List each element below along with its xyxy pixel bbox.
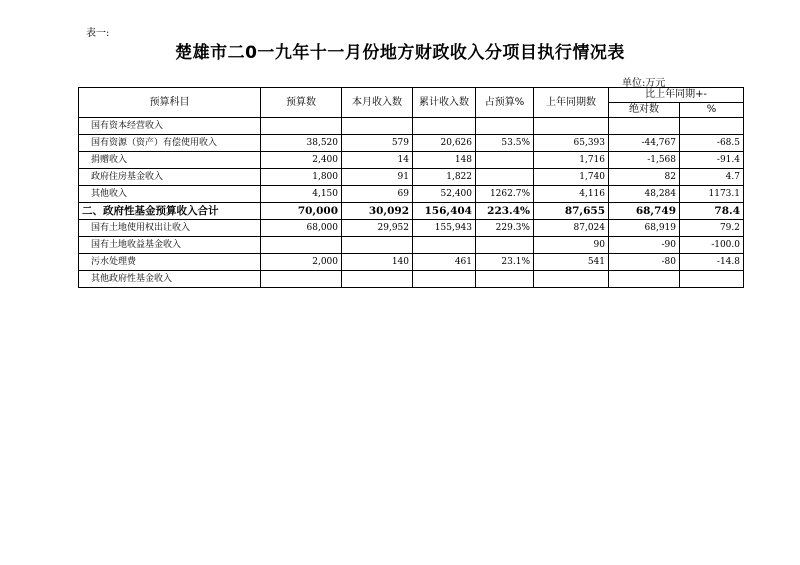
header-budget-pct: 占预算%	[476, 88, 534, 118]
table-row	[79, 271, 744, 288]
row-cell-abs: 68,919	[609, 220, 680, 237]
row-cell-budget: 4,150	[261, 186, 342, 203]
header-budget: 预算数	[261, 88, 342, 118]
row-cell-rate: 79.2	[680, 220, 744, 237]
row-cell-cumulative	[413, 271, 476, 288]
table-label: 表一:	[86, 28, 110, 39]
row-cell-abs: -1,568	[609, 152, 680, 169]
header-percent: %	[680, 103, 744, 118]
row-cell-rate: -100.0	[680, 237, 744, 254]
row-subject: 国有土地使用权出让收入	[79, 220, 261, 237]
row-subject: 捐赠收入	[79, 152, 261, 169]
row-cell-cumulative	[413, 118, 476, 135]
row-cell-pct: 229.3%	[476, 220, 534, 237]
row-cell-last-year: 1,740	[534, 169, 609, 186]
row-cell-pct: 1262.7%	[476, 186, 534, 203]
row-cell-month: 140	[342, 254, 413, 271]
row-cell-pct	[476, 118, 534, 135]
row-cell-pct	[476, 169, 534, 186]
row-cell-abs	[609, 271, 680, 288]
row-cell-abs: -44,767	[609, 135, 680, 152]
row-cell-rate: 4.7	[680, 169, 744, 186]
row-cell-abs: 82	[609, 169, 680, 186]
row-cell-abs: -80	[609, 254, 680, 271]
row-cell-budget	[261, 271, 342, 288]
row-cell-last-year: 87,655	[534, 203, 609, 220]
row-cell-rate	[680, 271, 744, 288]
row-cell-last-year: 4,116	[534, 186, 609, 203]
row-cell-budget: 2,000	[261, 254, 342, 271]
row-cell-cumulative: 461	[413, 254, 476, 271]
row-cell-cumulative: 156,404	[413, 203, 476, 220]
row-cell-last-year: 65,393	[534, 135, 609, 152]
row-cell-month: 69	[342, 186, 413, 203]
table-row	[79, 118, 744, 135]
header-month-income: 本月收入数	[342, 88, 413, 118]
row-subject: 政府住房基金收入	[79, 169, 261, 186]
row-cell-cumulative: 155,943	[413, 220, 476, 237]
row-cell-budget: 38,520	[261, 135, 342, 152]
row-cell-last-year	[534, 271, 609, 288]
row-cell-abs: -90	[609, 237, 680, 254]
page-title: 楚雄市二0一九年十一月份地方财政收入分项目执行情况表	[175, 43, 625, 63]
row-cell-cumulative: 20,626	[413, 135, 476, 152]
row-cell-budget: 68,000	[261, 220, 342, 237]
row-cell-last-year: 90	[534, 237, 609, 254]
row-cell-budget	[261, 237, 342, 254]
row-cell-cumulative	[413, 237, 476, 254]
row-cell-pct: 23.1%	[476, 254, 534, 271]
row-cell-pct: 223.4%	[476, 203, 534, 220]
row-cell-budget	[261, 118, 342, 135]
row-cell-rate: -91.4	[680, 152, 744, 169]
row-cell-month	[342, 271, 413, 288]
row-cell-pct	[476, 271, 534, 288]
header-absolute: 绝对数	[609, 103, 680, 118]
row-cell-month: 579	[342, 135, 413, 152]
row-subject: 国有资本经营收入	[79, 118, 261, 135]
row-cell-abs	[609, 118, 680, 135]
row-cell-cumulative: 52,400	[413, 186, 476, 203]
row-cell-month: 14	[342, 152, 413, 169]
table-row	[79, 152, 744, 169]
table-row	[79, 186, 744, 203]
table-row	[79, 169, 744, 186]
row-cell-rate: 1173.1	[680, 186, 744, 203]
row-cell-pct	[476, 237, 534, 254]
row-cell-month: 91	[342, 169, 413, 186]
row-cell-abs: 48,284	[609, 186, 680, 203]
row-subject: 国有资源（资产）有偿使用收入	[79, 135, 261, 152]
row-subject: 其他收入	[79, 186, 261, 203]
row-cell-cumulative: 1,822	[413, 169, 476, 186]
row-cell-month: 30,092	[342, 203, 413, 220]
row-cell-last-year	[534, 118, 609, 135]
row-subject: 二、政府性基金预算收入合计	[79, 203, 261, 220]
table-row	[79, 220, 744, 237]
table-row	[79, 203, 744, 220]
row-subject: 污水处理费	[79, 254, 261, 271]
row-cell-pct	[476, 152, 534, 169]
row-cell-month	[342, 118, 413, 135]
header-compare: 比上年同期+-	[609, 88, 744, 103]
table-row	[79, 254, 744, 271]
unit-note: 单位:万元	[622, 78, 666, 89]
header-subject: 预算科目	[79, 88, 261, 118]
row-cell-last-year: 87,024	[534, 220, 609, 237]
row-subject: 其他政府性基金收入	[79, 271, 261, 288]
row-cell-last-year: 541	[534, 254, 609, 271]
row-cell-month: 29,952	[342, 220, 413, 237]
row-subject: 国有土地收益基金收入	[79, 237, 261, 254]
row-cell-rate	[680, 118, 744, 135]
row-cell-pct: 53.5%	[476, 135, 534, 152]
revenue-table	[78, 87, 744, 288]
row-cell-rate: 78.4	[680, 203, 744, 220]
header-cumulative: 累计收入数	[413, 88, 476, 118]
row-cell-budget: 1,800	[261, 169, 342, 186]
table-row	[79, 135, 744, 152]
row-cell-cumulative: 148	[413, 152, 476, 169]
row-cell-abs: 68,749	[609, 203, 680, 220]
row-cell-budget: 70,000	[261, 203, 342, 220]
table-row	[79, 237, 744, 254]
header-last-year: 上年同期数	[534, 88, 609, 118]
row-cell-budget: 2,400	[261, 152, 342, 169]
row-cell-last-year: 1,716	[534, 152, 609, 169]
row-cell-month	[342, 237, 413, 254]
row-cell-rate: -14.8	[680, 254, 744, 271]
row-cell-rate: -68.5	[680, 135, 744, 152]
